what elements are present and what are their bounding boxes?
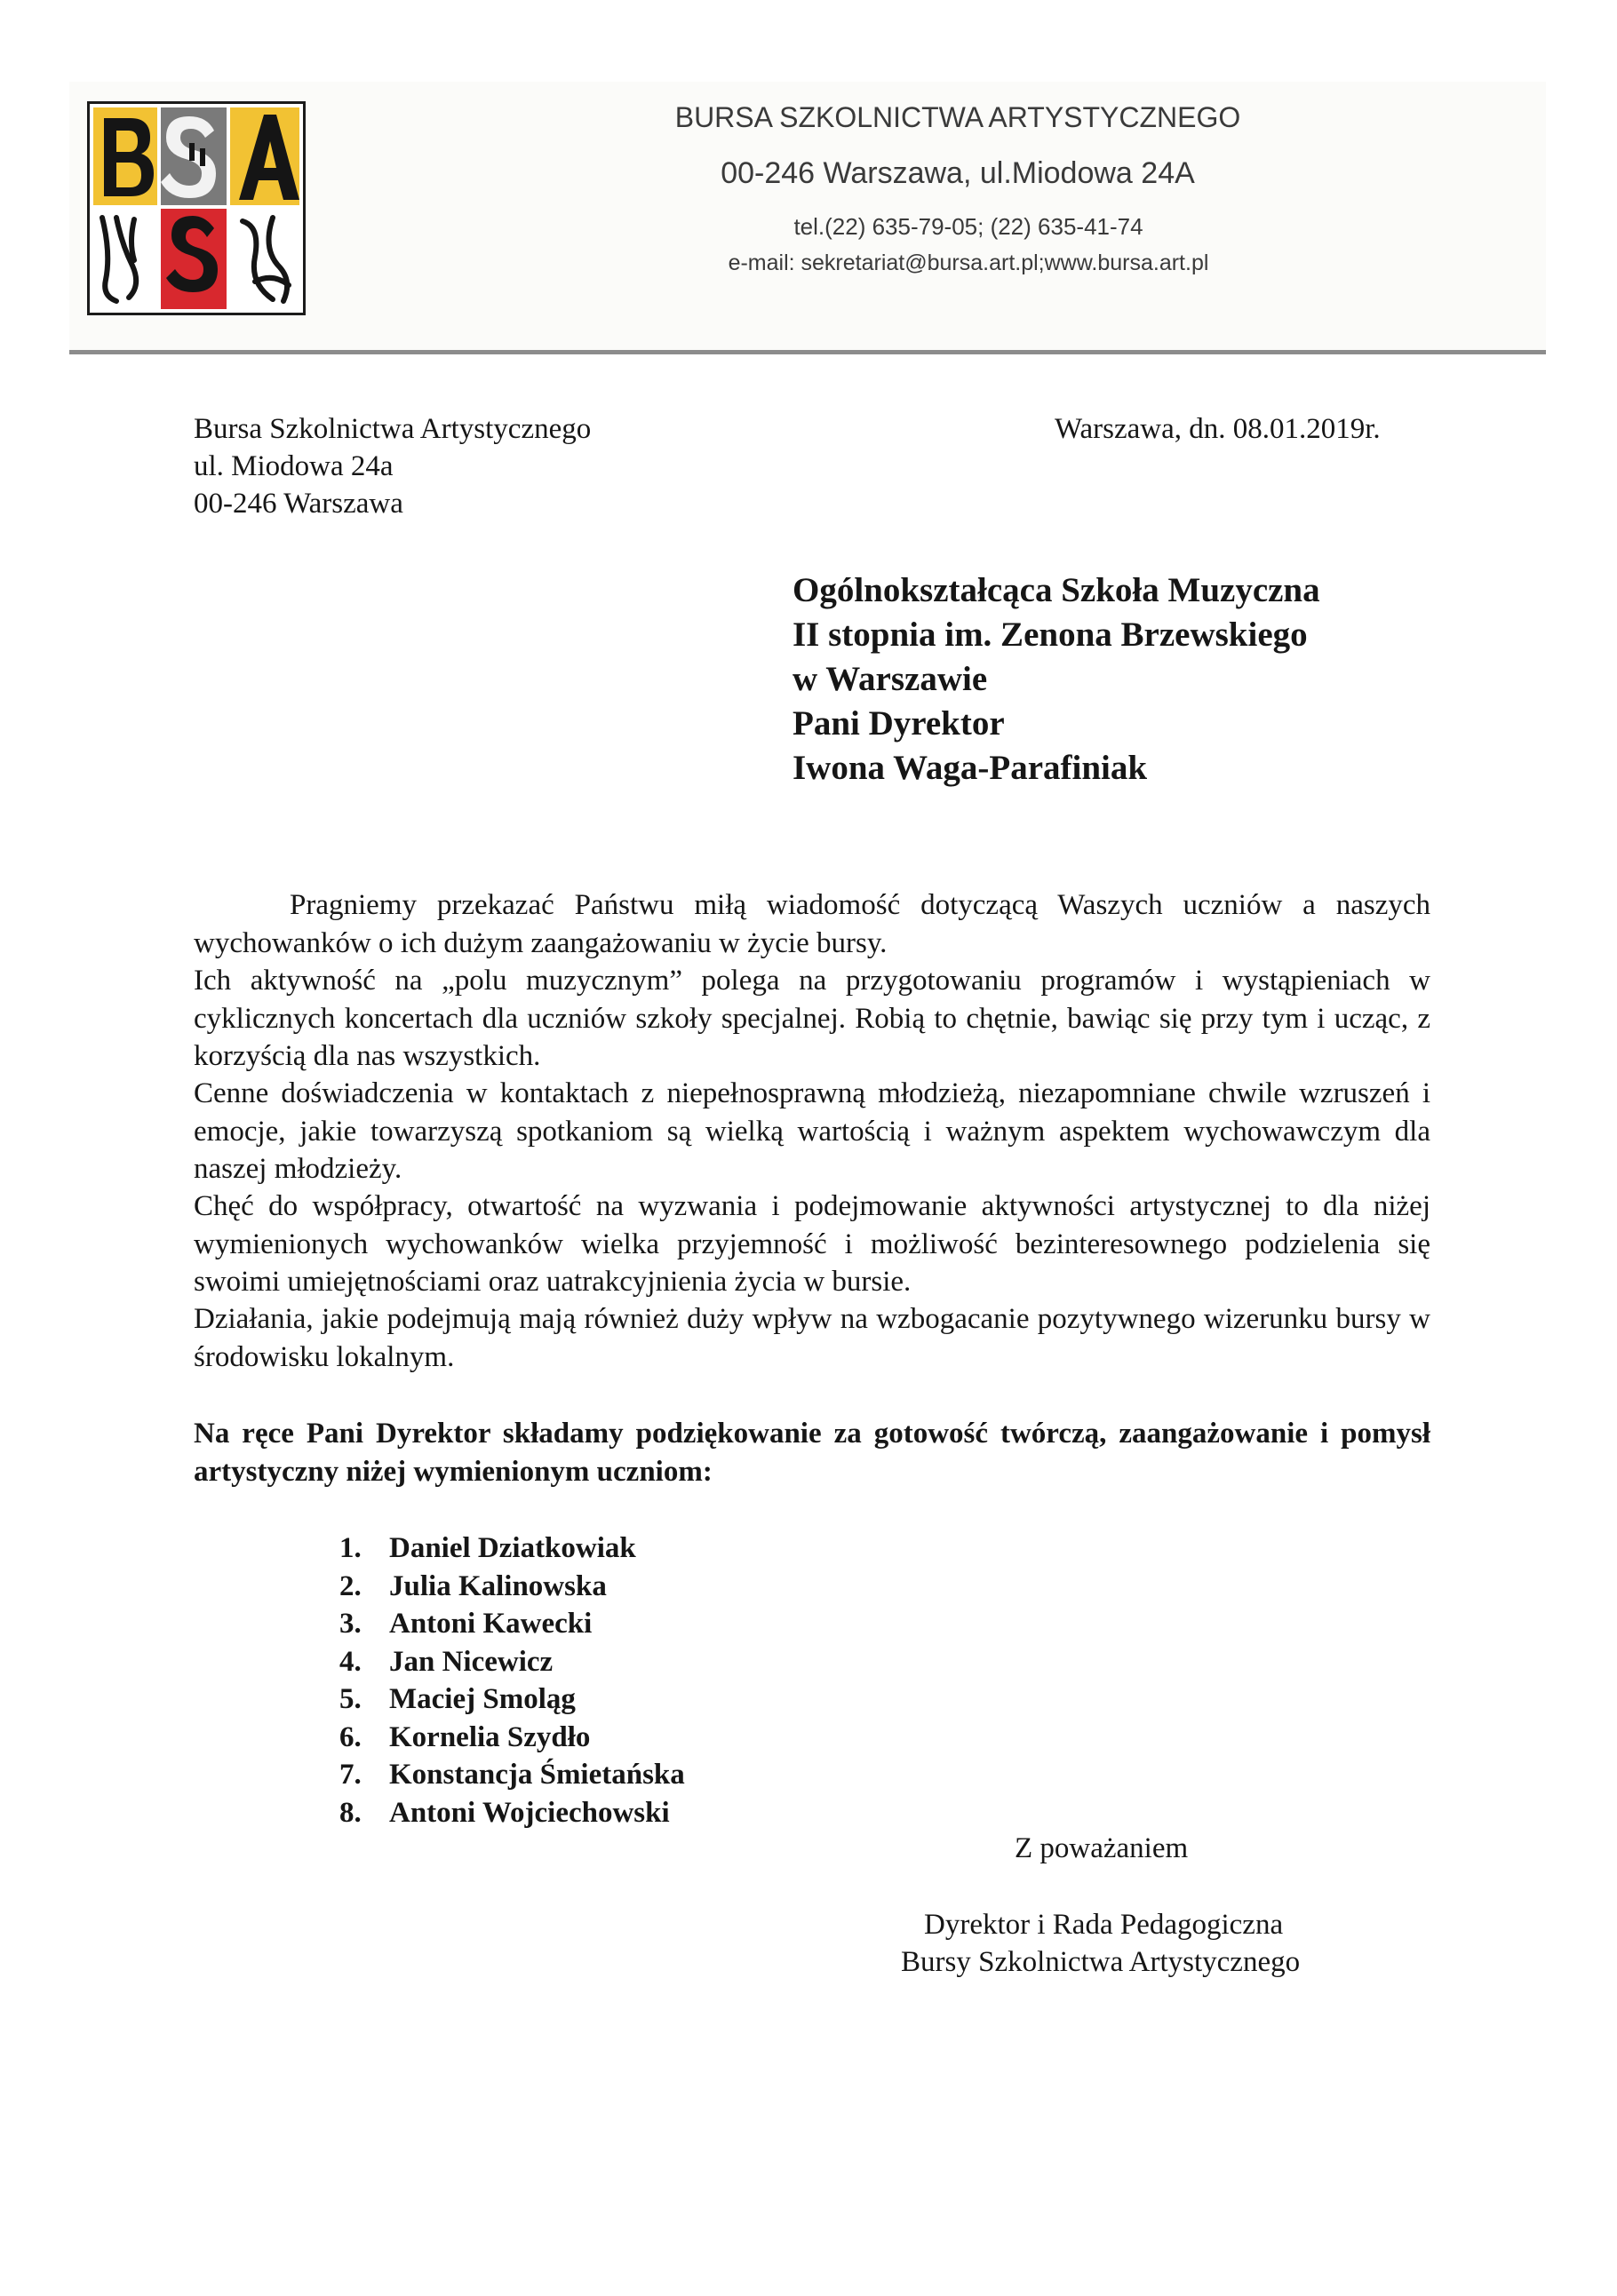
list-item	[339, 1643, 685, 1681]
sender-address	[194, 410, 591, 522]
recipient-line: w Warszawie	[793, 660, 988, 698]
list-number: 6.	[339, 1720, 362, 1753]
list-item	[339, 1719, 685, 1757]
signature-line: Dyrektor i Rada Pedagogiczna	[924, 1909, 1284, 1941]
body-paragraph: Ich aktywność na „polu muzycznym” polega na przygotowaniu programów i wystąpieniach w cyklicznych koncertach dla uczniów szkoły specjalnej. Robią to chętnie, bawiąc się przy tym i ucząc, z korzyścią dla nas wszystkich.	[194, 965, 1430, 1072]
body-paragraph: Pragniemy przekazać Państwu miłą wiadomość dotyczącą Waszych uczniów a naszych wychowanków o ich dużym zaangażowaniu w życie bursy.	[194, 889, 1430, 959]
list-number: 8.	[339, 1796, 362, 1829]
list-item	[339, 1680, 685, 1719]
letterhead-address: 00-246 Warszawa, ul.Miodowa 24A	[721, 156, 1195, 190]
letterhead-phone: tel.(22) 635-79-05; (22) 635-41-74	[793, 213, 1143, 240]
list-number: 2.	[339, 1569, 362, 1602]
student-name: Daniel Dziatkowiak	[389, 1532, 636, 1564]
student-name: Konstancja Śmietańska	[389, 1759, 685, 1791]
recipient-line: II stopnia im. Zenona Brzewskiego	[793, 616, 1308, 654]
sender-street: ul. Miodowa 24a	[194, 450, 394, 482]
sender-city: 00-246 Warszawa	[194, 488, 403, 520]
closing-regards: Z poważaniem	[1015, 1832, 1189, 1864]
list-number: 3.	[339, 1608, 362, 1640]
list-item	[339, 1529, 685, 1568]
bsa-logo-graphic	[90, 104, 303, 313]
recipient-block	[793, 568, 1320, 790]
recipient-line: Ogólnokształcąca Szkoła Muzyczna	[793, 571, 1320, 609]
student-name: Jan Nicewicz	[389, 1645, 554, 1678]
recipient-line: Iwona Waga-Parafiniak	[793, 749, 1148, 787]
sender-name: Bursa Szkolnictwa Artystycznego	[194, 413, 592, 445]
list-item	[339, 1756, 685, 1794]
letterhead-institution: BURSA SZKOLNICTWA ARTYSTYCZNEGO	[674, 101, 1241, 133]
list-number: 4.	[339, 1645, 362, 1678]
list-item	[339, 1568, 685, 1606]
student-list	[339, 1529, 685, 1831]
thanks-paragraph: Na ręce Pani Dyrektor składamy podziękowanie za gotowość twórczą, zaangażowanie i pomysł artystyczny niżej wymienionym uczniom:	[194, 1418, 1430, 1488]
student-name: Antoni Kawecki	[389, 1608, 593, 1640]
body-paragraph: Działania, jakie podejmują mają również duży wpływ na wzbogacanie pozytywnego wizerunku bursy w środowisku lokalnym.	[194, 1303, 1430, 1373]
student-name: Kornelia Szydło	[389, 1720, 591, 1753]
list-number: 1.	[339, 1532, 362, 1564]
body-paragraph: Chęć do współpracy, otwartość na wyzwania i podejmowanie aktywności artystycznej to dla niżej wymienionych wychowanków wielka przyjemność i możliwość bezinteresownego podzielenia się swoimi umiejętnościami oraz uatrakcyjnienia życia w bursie.	[194, 1190, 1430, 1298]
list-item	[339, 1794, 685, 1832]
signature-line: Bursy Szkolnictwa Artystycznego	[901, 1946, 1301, 1978]
list-item	[339, 1605, 685, 1643]
letter-date: Warszawa, dn. 08.01.2019r.	[1055, 413, 1381, 445]
student-name: Maciej Smoląg	[389, 1683, 576, 1715]
letterhead-email[interactable]: e-mail: sekretariat@bursa.art.pl;www.bursa.art.pl	[728, 250, 1209, 275]
bsa-logo	[87, 101, 306, 315]
letterhead	[69, 82, 1546, 354]
student-name: Julia Kalinowska	[389, 1569, 607, 1602]
student-name: Antoni Wojciechowski	[389, 1796, 670, 1829]
list-number: 7.	[339, 1759, 362, 1791]
body-paragraph: Cenne doświadczenia w kontaktach z niepełnosprawną młodzieżą, niezapomniane chwile wzruszeń i emocje, jakie towarzyszą spotkaniom są wielką wartością i ważnym aspektem wychowawczym dla naszej młodzieży.	[194, 1077, 1430, 1185]
recipient-line: Pani Dyrektor	[793, 704, 1005, 743]
list-number: 5.	[339, 1683, 362, 1715]
